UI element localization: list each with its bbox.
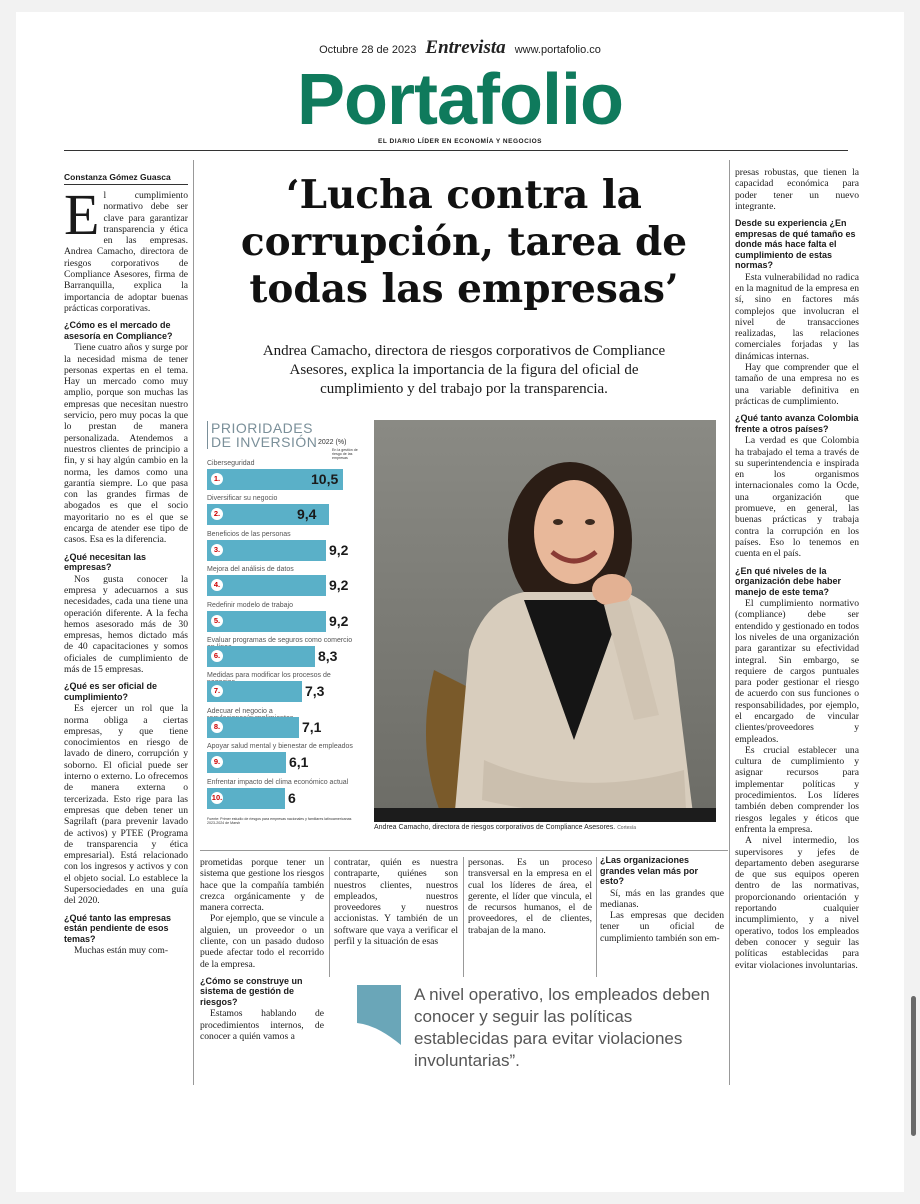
chart-category-label: Medidas para modificar los procesos de (207, 672, 331, 680)
column-divider (729, 160, 730, 1085)
chart-category-label: Adecuar el negocio a (207, 707, 273, 715)
chart-rank-badge: 2. (211, 508, 223, 520)
byline: Constanza Gómez Guasca (64, 172, 188, 185)
bottom-column-3: personas. Es un proceso transversal en la empresa en el cual los líderes de área, el gerente, el líder que vincula, el de recursos humanos, el de proveedores, el de clientes, trabajan de la mano. (468, 857, 592, 936)
photo-caption: Andrea Camacho, directora de riesgos corporativos de Compliance Asesores. Cortesía (374, 824, 637, 831)
chart-bar (207, 717, 299, 738)
question-8: ¿Qué tanto avanza Colombia frente a otros países? (735, 413, 859, 434)
chart-rank-badge: 4. (211, 579, 223, 591)
chart-bar (207, 646, 315, 667)
headline: ‘Lucha contra la corrupción, tarea de todas las empresas’ (240, 172, 688, 312)
chart-category-label: Apoyar salud mental y bienestar de empleados (207, 743, 353, 751)
bottom-column-2: contratar, quién es nuestra contraparte, quiénes son nuestros clientes, nuestros empleados, nuestros proveedores y nuestros accionistas. Y también de un software que vaya a verificar el perfil y la situación de esas (334, 857, 458, 948)
chart-value-label: 10,5 (311, 471, 339, 487)
chart-category-label: Diversificar su negocio (207, 495, 278, 503)
dropcap: E (64, 182, 100, 247)
question-3: ¿Qué es ser oficial de cumplimiento? (64, 681, 158, 702)
chart-rank-badge: 7. (211, 685, 223, 697)
chart-value-label: 6 (288, 789, 296, 806)
chart-rank-badge: 8. (211, 721, 223, 733)
question-2: ¿Qué necesitan las empresas? (64, 551, 147, 573)
chart-category-label: Evaluar programas de seguros como comercio (207, 637, 353, 644)
chart-bar (207, 752, 286, 773)
chart-value-label: 6,1 (289, 754, 309, 771)
chart-rank-badge: 1. (211, 473, 223, 485)
chart-category-label: Mejora del análisis de datos (207, 566, 294, 574)
question-6: ¿Las organizaciones grandes velan más por esto? (600, 855, 699, 886)
chart-rank-badge: 3. (211, 544, 223, 556)
column-divider (193, 160, 194, 1085)
scrollbar[interactable] (911, 996, 916, 1136)
answer-1: Tiene cuatro años y surge por la necesidad misma de tener personas expertas en el tema. Hay un mercado como muy amplio, porque son muchas las empresas que necesitan nuestro servicio, pero muy pocas la que lo prestan de manera personalizada. Atendemos a nuestros clientes de principio a fin, y si hay algún cambio en la norma, les damos como una garantía siempre. Lo que pasa con las grandes firmas de abogados es que el socio mayoritario no es el que se encarga de atender ese tipo de casos. Esa es la diferencia. (64, 342, 188, 546)
chart-source: Fuente: Primer estudio de riesgos para empresas nacionales y familiares latinoamericanas 2023-2024 de Marsh (207, 817, 352, 825)
newspaper-page (16, 12, 904, 1192)
chart-bar (207, 788, 285, 809)
column-divider (463, 857, 464, 977)
question-9: ¿En qué niveles de la organización debe haber manejo de este tema? (735, 565, 842, 597)
masthead-rule (64, 150, 848, 151)
column-1 (64, 182, 188, 957)
chart-bar (207, 611, 326, 632)
bottom-column-1: prometidas porque tener un sistema que gestione los riesgos hace que la compañía también crezca orgánicamente y de manera correcta. Por ejemplo, que se vincule a alguien, un proveedor o un cliente, con un pasado dudoso puede afectar todo el recorrido de la empresa. ¿Cómo se construye un sistema de gestión de riesgos? Estamos hablando de procedimientos internos, de conocer a quién vamos a (200, 857, 324, 1043)
chart-category-label: Enfrentar impacto del clima económico actual (207, 778, 349, 786)
chart-rank-badge: 9. (211, 756, 223, 768)
pull-quote: A nivel operativo, los empleados deben conocer y seguir las políticas establecidas para evitar violaciones involuntarias”. (414, 985, 710, 1070)
column-divider (596, 857, 597, 977)
chart-value-label: 9,2 (329, 612, 349, 629)
chart-value-label: 7,3 (305, 683, 325, 700)
chart-year-subtitle: En la gestión de riesgo de las empresas (332, 448, 358, 460)
answer-2: Nos gusta conocer la empresa y adecuarnos a sus necesidades, cada una tiene una operación diferente. A la fecha hemos asesorado más de 30 empresas, hemos dictado más de 40 capacitaciones y somos oficiales de cumplimiento de más de 15 empresas. (64, 573, 188, 675)
chart-value-label: 9,2 (329, 541, 349, 558)
chart-value-label: 9,2 (329, 577, 349, 594)
chart-value-label: 9,4 (297, 506, 317, 523)
section-rule (200, 850, 728, 851)
deck: Andrea Camacho, directora de riesgos corporativos de Compliance Asesores, explica la importancia de la figura del oficial de cumplimiento y del trabajo por la transparencia. (262, 343, 666, 397)
portrait-illustration (374, 420, 716, 822)
chart-rank-badge: 6. (211, 650, 223, 662)
chart-bar (207, 540, 326, 561)
right-column: presas robustas, que tienen la capacidad económica para poder tener un nuevo integrante. Desde su experiencia ¿En empresas de qué tamaño es donde más hace falta el cumplimiento de estas normas? Esta vulnerabilidad no radica en la magnitud de la empresa en sí, sino en factores más complejos que involucran el nivel de transacciones realizadas, las relaciones comerciales forjadas y las dinámicas internas. Hay que comprender que el tamaño de una empresa no es una variable definitiva en prácticas de cumplimiento. ¿Qué tanto avanza Colombia frente a otros países? La verdad es que Colombia ha trabajado el tema a través de su superintendencia e inspirada en los organismos internacionales como la Ocde, una organización que promueve, en general, las buenas prácticas y trabaja contra la corrupción en los países. Eso lo tenemos en cuenta en el país. ¿En qué niveles de la organización debe haber manejo de este tema? El cumplimiento normativo (compliance) debe ser entendido y gestionado en todos los niveles de una organización para garantizar su efectividad integral. Sin embargo, se requiere de cargos puntuales para poder gestionar el riesgo de acuerdo con sus funciones o responsabilidades, por ejemplo, el encargado de vincular clientes/proveedores y empleados. Es crucial establecer una cultura de cumplimiento y asignar recursos para implementar políticas y procedimientos. Los líderes también deben comprender los riesgos legales y éticos que enfrenta la empresa. A nivel intermedio, los supervisores y jefes de departamento deben asegurarse de que sus equipos operen dentro de las normativas, proporcionando orientación y reportando cualquier incumplimiento, y a nivel operativo, todos los empleados deben conocer y seguir las políticas establecidas para evitar violaciones involuntarias. (735, 167, 859, 971)
portrait-photo (374, 420, 716, 822)
chart-rank-badge: 5. (211, 615, 223, 627)
portafolio-logo: Portafolio (297, 60, 623, 140)
investment-priorities-chart (202, 417, 358, 827)
chart-year-label: 2022 (%) (318, 439, 347, 446)
section-name: Entrevista (425, 37, 506, 58)
website[interactable]: www.portafolio.co (514, 44, 601, 56)
chart-value-label: 8,3 (318, 648, 338, 664)
photo-credit: Cortesía (617, 825, 637, 831)
chart-category-label: Redefinir modelo de trabajo (207, 601, 293, 609)
answer-4: Muchas están muy com- (74, 945, 169, 957)
chart-rank-badge: 10. (211, 792, 223, 802)
chart-category-label: Beneficios de las personas (207, 530, 291, 538)
intro-paragraph: El cumplimiento normativo debe ser clave para garantizar transparencia y ética en las empresas. Andrea Camacho, directora de riesgos corporativos de Compliance Asesores, firma de Barranquilla, explica la importancia de adoptar buenas prácticas corporativas. (64, 182, 188, 314)
chart-category-label: Ciberseguridad (207, 460, 255, 467)
question-5: ¿Cómo se construye un sistema de gestión de riesgos? (200, 975, 303, 1007)
chart-value-label: 7,1 (302, 718, 322, 735)
answer-3: Es ejercer un rol que la norma obliga a ciertas empresas, y que tiene conocimientos en riesgo de lavado de dinero, corrupción y soborno. El oficial puede ser interno o externo. Lo ofrecemos de manera externa o tercerizada. Esto rige para las empresas que deben tener un Sagrilaft (para prevenir lavado de activos) y PTEE (Programa de transparencia y ética empresarial). Está relacionado con los ingresos y activos y con el objeto social. Lo establece la Supersociedades en una guía del 2020. (64, 703, 188, 907)
column-divider (329, 857, 330, 977)
question-4: ¿Qué tanto las empresas están pendiente de esos temas? (64, 912, 172, 944)
issue-date: Octubre 28 de 2023 (319, 44, 417, 56)
chart-title: PRIORIDADES DE INVERSIÓN (207, 421, 317, 449)
chart-bar (207, 681, 302, 702)
bottom-column-4: ¿Las organizaciones grandes velan más por esto? Sí, más en las grandes que medianas. Las empresas que deciden tener un oficial de cumplimiento también son em- (600, 855, 724, 944)
quote-mark-icon (357, 985, 401, 1045)
question-7: Desde su experiencia ¿En empresas de qué tamaño es donde más hace falta el cumplimiento de estas normas? (735, 218, 856, 271)
question-1: ¿Cómo es el mercado de asesoría en Compliance? (64, 320, 173, 341)
slogan: EL DIARIO LÍDER EN ECONOMÍA Y NEGOCIOS (378, 138, 542, 145)
chart-bar (207, 575, 326, 596)
